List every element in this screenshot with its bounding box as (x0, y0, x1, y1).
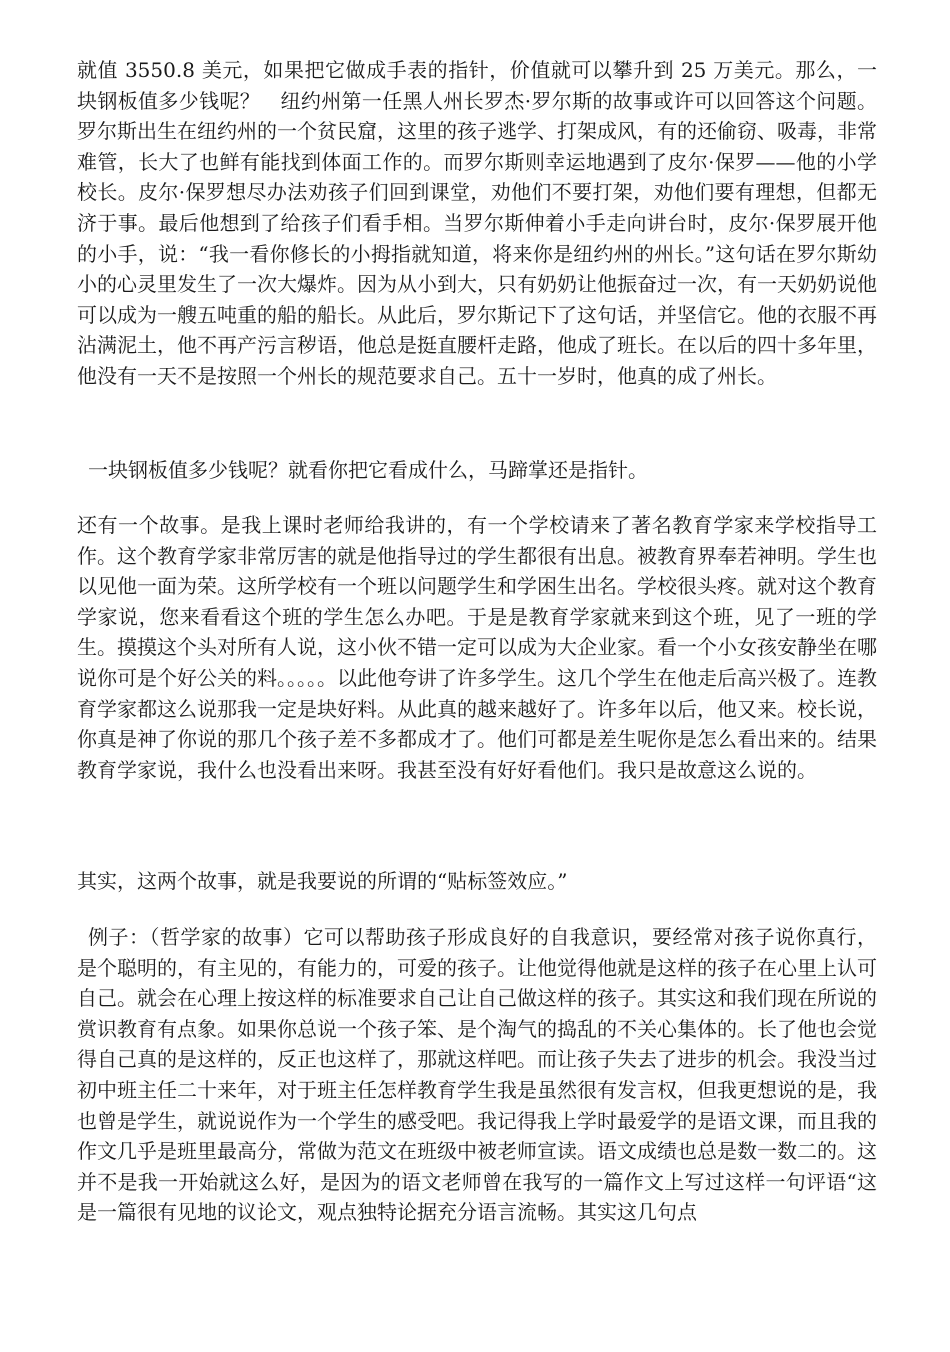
paragraph-steel-plate-question: 一块钢板值多少钱呢？就看你把它看成什么，马蹄掌还是指针。 (88, 458, 648, 482)
paragraph-example: 例子：（哲学家的故事）它可以帮助孩子形成良好的自我意识，要经常对孩子说你真行，是个聪明的，有主见的，有能力的，可爱的孩子。让他觉得他就是这样的孩子在心里上认可自己。就会在心理上按这样的标准要求自己让自己做这样的孩子。其实这和我们现在所说的赏识教育有点象。如果你总说一个孩子笨、是个淘气的捣乱的不关心集体的。长了他也会觉得自己真的是这样的，反正也这样了，那就这样吧。而让孩子失去了进步的机会。我没当过初中班主任二十来年，对于班主任怎样教育学生我是虽然很有发言权，但我更想说的是，我也曾是学生，就说说作为一个学生的感受吧。我记得我上学时最爱学的是语文课，而且我的作文几乎是班里最高分，常做为范文在班级中被老师宣读。语文成绩也总是数一数二的。这并不是我一开始就这么好，是因为的语文老师曾在我写的一篇作文上写过这样一句评语“这是一篇很有见地的议论文，观点独特论据充分语言流畅。其实这几句点 (77, 925, 877, 1225)
paragraph-educator-story: 还有一个故事。是我上课时老师给我讲的，有一个学校请来了著名教育学家来学校指导工作。这个教育学家非常厉害的就是他指导过的学生都很有出息。被教育界奉若神明。学生也以见他一面为荣。这所学校有一个班以问题学生和学困生出名。学校很头疼。就对这个教育学家说，您来看看这个班的学生怎么办吧。于是是教育学家就来到这个班，见了一班的学生。摸摸这个头对所有人说，这小伙不错一定可以成为大企业家。看一个小女孩安静坐在哪说你可是个好公关的料。。。。。以此他夸讲了许多学生。这几个学生在他走后高兴极了。连教育学家都这么说那我一定是块好料。从此真的越来越好了。许多年以后，他又来。校长说，你真是神了你说的那几个孩子差不多都成才了。他们可都是差生呢你是怎么看出来的。结果教育学家说，我什么也没看出来呀。我甚至没有好好看他们。我只是故意这么说的。 (77, 513, 877, 782)
paragraph-labeling-effect: 其实，这两个故事，就是我要说的所谓的“贴标签效应。” (77, 869, 568, 893)
paragraph-rolls-story: 就值 3550.8 美元，如果把它做成手表的指针，价值就可以攀升到 25 万美元。那么，一块钢板值多少钱呢？ 纽约州第一任黑人州长罗杰·罗尔斯的故事或许可以回答这个问题。罗尔斯出生在纽约州的一个贫民窟，这里的孩子逃学、打架成风，有的还偷窃、吸毒，非常难管，长大了也鲜有能找到体面工作的。而罗尔斯则幸运地遇到了皮尔·保罗——他的小学校长。皮尔·保罗想尽办法劝孩子们回到课堂，劝他们不要打架，劝他们要有理想，但都无济于事。最后他想到了给孩子们看手相。当罗尔斯伸着小手走向讲台时，皮尔·保罗展开他的小手，说：“我一看你修长的小拇指就知道，将来你是纽约州的州长。”这句话在罗尔斯幼小的心灵里发生了一次大爆炸。因为从小到大，只有奶奶让他振奋过一次，有一天奶奶说他可以成为一艘五吨重的船的船长。从此后，罗尔斯记下了这句话，并坚信它。他的衣服不再沾满泥土，他不再产污言秽语，他总是挺直腰杆走路，他成了班长。在以后的四十多年里，他没有一天不是按照一个州长的规范要求自己。五十一岁时，他真的成了州长。 (77, 58, 877, 388)
